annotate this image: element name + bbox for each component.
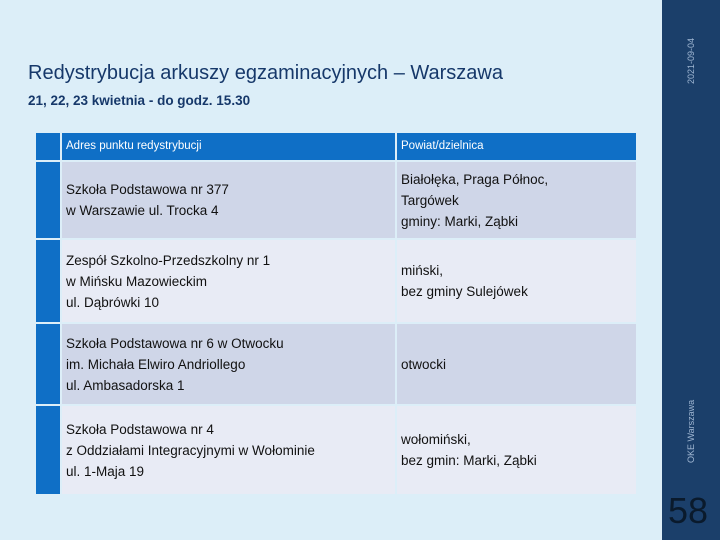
organization-label: OKE Warszawa (686, 399, 696, 463)
address-cell-line: Szkoła Podstawowa nr 4 (66, 421, 214, 437)
address-cell-line: Zespół Szkolno-Przedszkolny nr 1 (66, 252, 271, 268)
district-cell (397, 406, 636, 494)
address-cell-line: w Warszawie ul. Trocka 4 (66, 203, 219, 218)
district-cell (397, 162, 636, 238)
address-cell-line: z Oddziałami Integracyjnymi w Wołominie (66, 442, 315, 458)
district-cell (397, 240, 636, 322)
address-cell (62, 406, 395, 494)
district-cell-line: bez gmin: Marki, Ząbki (401, 453, 537, 468)
index-cell (36, 324, 60, 404)
header-district: Powiat/dzielnica (397, 133, 636, 160)
slide-date: 2021-09-04 (686, 37, 696, 84)
slide-title: Redystrybucja arkuszy egzaminacyjnych – Warszawa (28, 62, 503, 84)
address-cell-line: Szkoła Podstawowa nr 6 w Otwocku (66, 335, 284, 351)
redistribution-table (34, 131, 638, 496)
address-cell-line: im. Michała Elwiro Andriollego (66, 356, 246, 372)
address-cell-line: Szkoła Podstawowa nr 377 (66, 182, 229, 197)
district-cell-line: wołomiński, (401, 432, 471, 447)
table-header-row (36, 133, 636, 160)
table-row (36, 406, 636, 494)
address-cell (62, 240, 395, 322)
district-cell (397, 324, 636, 404)
district-cell-line: Targówek (401, 192, 459, 208)
page-number: 58 (668, 490, 709, 531)
address-cell-line: ul. 1-Maja 19 (66, 463, 145, 479)
district-cell-line: otwocki (401, 356, 447, 372)
address-cell-line: ul. Ambasadorska 1 (66, 377, 185, 393)
address-cell-line: ul. Dąbrówki 10 (66, 294, 160, 310)
address-cell (62, 324, 395, 404)
header-address: Adres punktu redystrybucji (62, 133, 395, 160)
table-row (36, 162, 636, 238)
district-cell-line: gminy: Marki, Ząbki (401, 213, 519, 229)
table-row (36, 240, 636, 322)
district-cell-line: miński, (401, 263, 444, 278)
slide-subtitle: 21, 22, 23 kwietnia - do godz. 15.30 (28, 93, 251, 108)
index-header-cell (36, 133, 60, 160)
address-cell-line: w Mińsku Mazowieckim (66, 273, 208, 289)
table-row (36, 324, 636, 404)
index-cell (36, 406, 60, 494)
index-cell (36, 240, 60, 322)
address-cell (62, 162, 395, 238)
index-cell (36, 162, 60, 238)
district-cell-line: Białołęka, Praga Północ, (401, 171, 549, 187)
district-cell-line: bez gminy Sulejówek (401, 284, 528, 299)
